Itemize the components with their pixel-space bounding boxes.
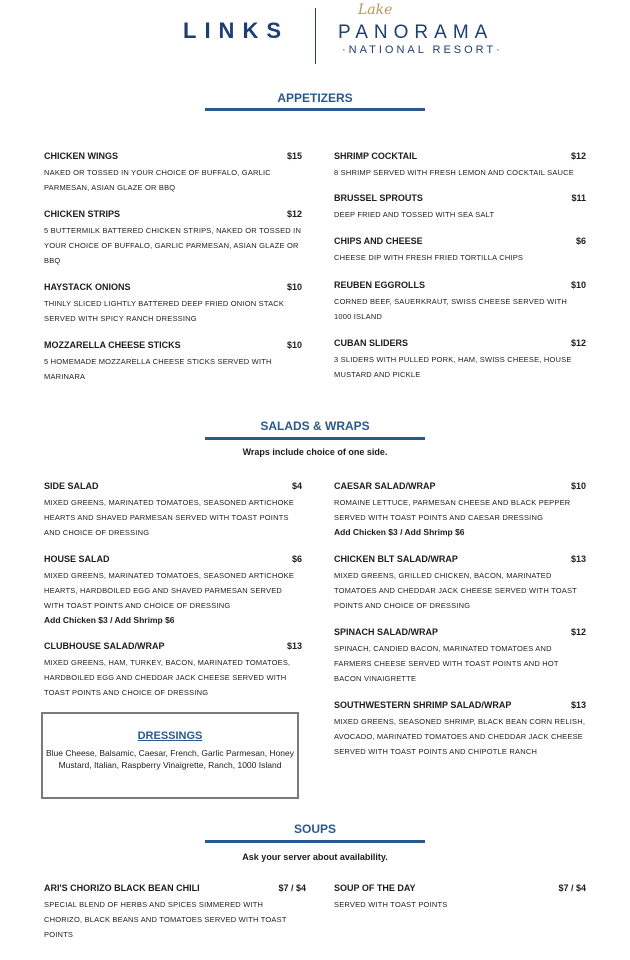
item-name: CAESAR SALAD/WRAP: [334, 481, 436, 491]
item-price: $15: [286, 151, 302, 161]
add-on-text: Add Chicken $3 / Add Shrimp $6: [334, 527, 465, 537]
menu-item: [334, 699, 586, 759]
item-desc: MIXED GREENS, SEASONED SHRIMP, BLACK BEAN CORN RELISH, AVOCADO, MARINATED TOMATOES AND CHEDDAR JACK CHEESE SERVED WITH TOAST POINTS AND CHIPOTLE RANCH: [334, 717, 586, 756]
item-name: SOUTHWESTERN SHRIMP SALAD/WRAP: [334, 700, 512, 710]
item-desc: CHEESE DIP WITH FRESH FRIED TORTILLA CHIPS: [334, 253, 524, 262]
menu-item: [44, 281, 302, 326]
item-price: $13: [570, 700, 586, 710]
item-name: HAYSTACK ONIONS: [44, 282, 131, 292]
menu-item: [334, 553, 586, 613]
item-price: $4: [291, 481, 302, 491]
dressings-list: Blue Cheese, Balsamic, Caesar, French, Garlic Parmesan, Honey Mustard, Italian, Raspberry Vinaigrette, Ranch, 1000 Island: [45, 748, 295, 770]
add-on-text: Add Chicken $3 / Add Shrimp $6: [44, 615, 175, 625]
item-price: $13: [570, 554, 586, 564]
menu-item: [44, 150, 302, 195]
item-desc: SERVED WITH TOAST POINTS: [334, 900, 448, 909]
menu-item: [334, 235, 586, 265]
item-desc: 5 HOMEMADE MOZZARELLA CHEESE STICKS SERVED WITH MARINARA: [44, 357, 272, 381]
item-name: SIDE SALAD: [44, 481, 99, 491]
item-name: SHRIMP COCKTAIL: [334, 151, 418, 161]
section-title-appetizers: APPETIZERS: [277, 91, 353, 105]
item-desc: 5 BUTTERMILK BATTERED CHICKEN STRIPS, NAKED OR TOSSED IN YOUR CHOICE OF BUFFALO, GARLIC PARMESAN, ASIAN GLAZE OR BBQ: [44, 226, 302, 265]
menu-item: [44, 882, 306, 942]
item-price: $12: [286, 209, 302, 219]
item-price: $10: [286, 340, 302, 350]
item-price: $10: [570, 280, 586, 290]
menu-item: [44, 208, 302, 268]
item-price: $10: [286, 282, 302, 292]
item-price: $12: [570, 151, 586, 161]
item-desc: SPINACH, CANDIED BACON, MARINATED TOMATOES AND FARMERS CHEESE SERVED WITH TOAST POINTS AND HOT BACON VINAIGRETTE: [334, 644, 559, 683]
dressings-title: DRESSINGS: [137, 730, 203, 742]
section-rule: [205, 108, 425, 111]
menu-item: [334, 150, 586, 180]
item-desc: DEEP FRIED AND TOSSED WITH SEA SALT: [334, 210, 495, 219]
menu-item: [334, 626, 586, 686]
item-desc: NAKED OR TOSSED IN YOUR CHOICE OF BUFFALO, GARLIC PARMESAN, ASIAN GLAZE OR BBQ: [44, 168, 271, 192]
menu-item: [334, 882, 586, 912]
menu-item: [334, 337, 586, 382]
item-desc: MIXED GREENS, MARINATED TOMATOES, SEASONED ARTICHOKE HEARTS AND SHAVED PARMESAN SERVED WITH TOAST POINTS AND CHOICE OF DRESSING: [44, 498, 295, 537]
dressings-box: [41, 712, 299, 799]
item-price: $7 / $4: [558, 883, 586, 893]
item-name: CHICKEN WINGS: [44, 151, 118, 161]
menu-item: [334, 480, 586, 538]
item-name: CHICKEN BLT SALAD/WRAP: [334, 554, 458, 564]
item-name: CUBAN SLIDERS: [334, 338, 409, 348]
menu-item: [334, 192, 586, 222]
item-desc: THINLY SLICED LIGHTLY BATTERED DEEP FRIED ONION STACK SERVED WITH SPICY RANCH DRESSING: [44, 299, 285, 323]
menu-item: [44, 480, 302, 540]
item-desc: 8 SHRIMP SERVED WITH FRESH LEMON AND COCKTAIL SAUCE: [334, 168, 574, 177]
item-name: CLUBHOUSE SALAD/WRAP: [44, 641, 165, 651]
section-rule: [205, 437, 425, 440]
item-price: $6: [291, 554, 302, 564]
item-name: ARI'S CHORIZO BLACK BEAN CHILI: [44, 883, 200, 893]
item-price: $12: [570, 627, 586, 637]
item-desc: MIXED GREENS, GRILLED CHICKEN, BACON, MARINATED TOMATOES AND CHEDDAR JACK CHEESE SERVED WITH TOAST POINTS AND CHOICE OF DRESSING: [334, 571, 577, 610]
lake-script: Lake: [358, 2, 393, 18]
item-name: HOUSE SALAD: [44, 554, 110, 564]
item-name: SOUP OF THE DAY: [334, 883, 416, 893]
item-name: CHIPS AND CHEESE: [334, 236, 423, 246]
section-note: Wraps include choice of one side.: [242, 447, 388, 457]
menu-item: [44, 339, 302, 384]
item-price: $11: [571, 193, 586, 203]
item-desc: CORNED BEEF, SAUERKRAUT, SWISS CHEESE SERVED WITH 1000 ISLAND: [334, 297, 568, 321]
section-title-soups: SOUPS: [293, 822, 336, 836]
item-name: SPINACH SALAD/WRAP: [334, 627, 439, 637]
item-price: $12: [570, 338, 586, 348]
item-desc: ROMAINE LETTUCE, PARMESAN CHEESE AND BLACK PEPPER SERVED WITH TOAST POINTS AND CAESAR DRESSING: [334, 498, 571, 522]
item-desc: MIXED GREENS, MARINATED TOMATOES, SEASONED ARTICHOKE HEARTS, HARDBOILED EGG AND SHAVED PARMESAN SERVED WITH TOAST POINTS AND CHOICE OF DRESSING: [44, 571, 295, 610]
menu-item: [44, 553, 302, 626]
item-desc: MIXED GREENS, HAM, TURKEY, BACON, MARINATED TOMATOES, HARDBOILED EGG AND CHEDDAR JACK CHEESE SERVED WITH TOAST POINTS AND CHOICE OF DRESSING: [44, 658, 291, 697]
section-title-salads: SALADS & WRAPS: [260, 419, 370, 433]
section-note: Ask your server about availability.: [242, 852, 388, 862]
item-price: $7 / $4: [278, 883, 306, 893]
section-rule: [205, 840, 425, 843]
menu-item: [44, 640, 302, 700]
item-desc: 3 SLIDERS WITH PULLED PORK, HAM, SWISS CHEESE, HOUSE MUSTARD AND PICKLE: [334, 355, 572, 379]
panorama-wordmark: PANORAMA: [338, 22, 494, 43]
item-price: $10: [570, 481, 586, 491]
menu-item: [334, 279, 586, 324]
resort-subtitle: ·NATIONAL RESORT·: [342, 44, 503, 56]
item-desc: SPECIAL BLEND OF HERBS AND SPICES SIMMERED WITH CHORIZO, BLACK BEANS AND TOMATOES SERVED WITH TOAST POINTS: [44, 900, 287, 939]
item-name: MOZZARELLA CHEESE STICKS: [44, 340, 181, 350]
item-price: $13: [286, 641, 302, 651]
links-brand: LINKS: [183, 18, 289, 43]
item-name: REUBEN EGGROLLS: [334, 280, 426, 290]
header-divider: [315, 8, 316, 64]
item-name: BRUSSEL SPROUTS: [334, 193, 423, 203]
item-price: $6: [575, 236, 586, 246]
item-name: CHICKEN STRIPS: [44, 209, 121, 219]
